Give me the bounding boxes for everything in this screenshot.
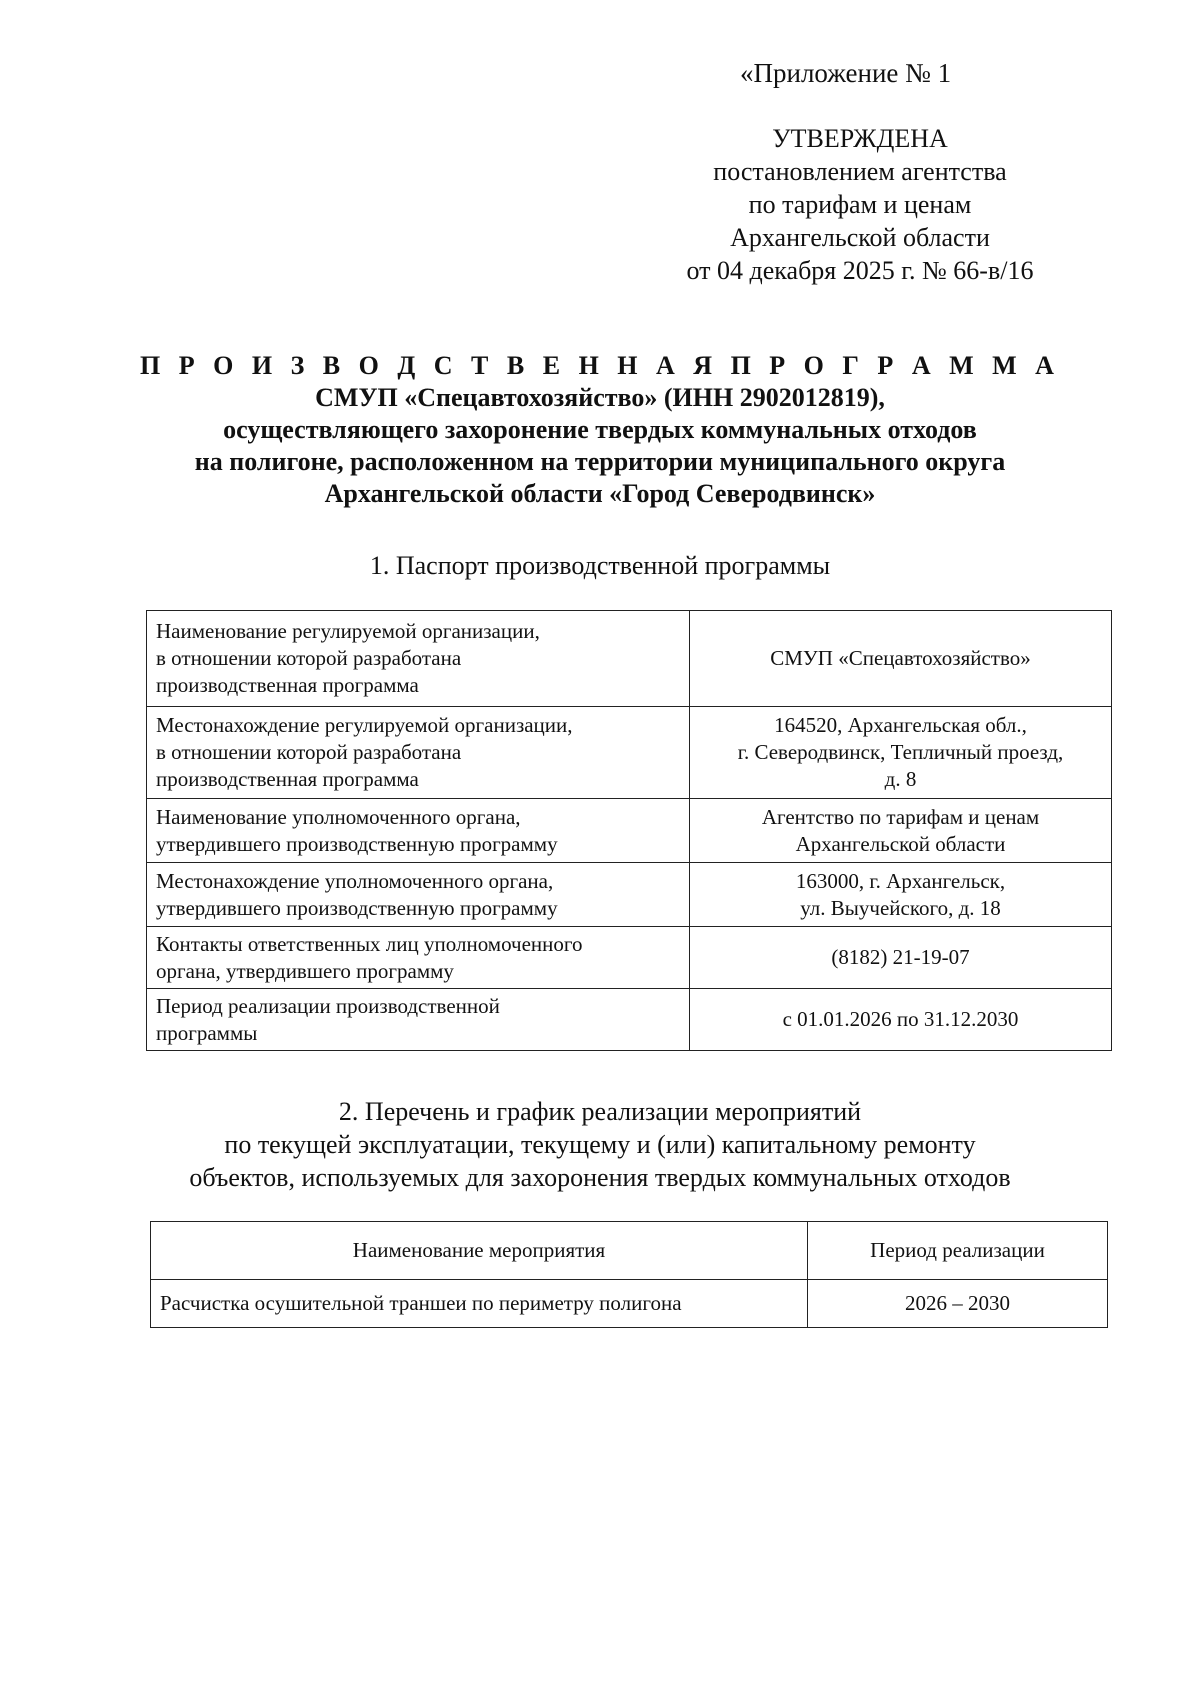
cell-line: органа, утвердившего программу: [156, 958, 454, 983]
event-name-cell: Расчистка осушительной траншеи по периметру полигона: [151, 1280, 808, 1328]
table-cell-value: [690, 989, 1112, 1051]
cell-line: Местонахождение регулируемой организации,: [156, 713, 573, 737]
cell-line: производственная программа: [156, 767, 419, 791]
table-row: [147, 707, 1112, 799]
table-cell-value: [690, 863, 1112, 927]
cell-line: Агентство по тарифам и ценам: [761, 804, 1040, 829]
program-heading: [100, 350, 1100, 510]
program-subtitle-line: осуществляющего захоронение твердых коммунальных отходов: [223, 415, 977, 444]
cell-line: Наименование регулируемой организации,: [156, 619, 540, 643]
table-cell-label: [147, 989, 690, 1051]
cell-line: утвердившего производственную программу: [156, 895, 558, 920]
cell-line: Местонахождение уполномоченного органа,: [156, 868, 554, 893]
approval-line: от 04 декабря 2025 г. № 66-в/16: [686, 256, 1034, 285]
table-row: [147, 799, 1112, 863]
table-row: [147, 863, 1112, 927]
table-cell-label: [147, 863, 690, 927]
section-2-title: [100, 1095, 1100, 1194]
program-subtitle-line: СМУП «Спецавтохозяйство» (ИНН 2902012819),: [315, 383, 885, 412]
cell-line: г. Северодвинск, Тепличный проезд,: [737, 740, 1064, 764]
section-2-title-line: по текущей эксплуатации, текущему и (или) капитальному ремонту: [224, 1130, 976, 1159]
cell-line: утвердившего производственную программу: [156, 831, 558, 856]
approval-line: по тарифам и ценам: [748, 190, 972, 219]
table-row: [147, 989, 1112, 1051]
cell-line: д. 8: [884, 767, 917, 791]
cell-line: Архангельской области: [795, 831, 1006, 856]
table-cell-value: [690, 707, 1112, 799]
cell-line: производственная программа: [156, 673, 419, 697]
table-cell-value: [690, 611, 1112, 707]
approval-line: постановлением агентства: [713, 157, 1007, 186]
cell-line: с 01.01.2026 по 31.12.2030: [782, 1007, 1019, 1031]
cell-line: программы: [156, 1020, 258, 1045]
section-2-title-line: объектов, используемых для захоронения твердых коммунальных отходов: [189, 1163, 1011, 1192]
table-cell-value: [690, 927, 1112, 989]
cell-line: в отношении которой разработана: [156, 740, 462, 764]
events-table: [150, 1221, 1108, 1328]
cell-line: Период реализации производственной: [156, 993, 500, 1018]
approval-line: Архангельской области: [730, 223, 990, 252]
table-cell-label: [147, 707, 690, 799]
table-cell-label: [147, 799, 690, 863]
cell-line: 164520, Архангельская обл.,: [774, 713, 1027, 737]
program-subtitle-line: Архангельской области «Город Северодвинск»: [324, 479, 876, 508]
approval-line: УТВЕРЖДЕНА: [772, 124, 948, 153]
cell-line: ул. Выучейского, д. 18: [800, 895, 1001, 920]
appendix-label: «Приложение № 1: [740, 58, 952, 88]
column-header-name: Наименование мероприятия: [151, 1222, 808, 1280]
cell-line: Контакты ответственных лиц уполномоченного: [156, 931, 583, 956]
passport-table: [146, 610, 1112, 1051]
event-period-cell: 2026 – 2030: [808, 1280, 1108, 1328]
table-cell-label: [147, 611, 690, 707]
section-1-title: 1. Паспорт производственной программы: [369, 551, 831, 580]
program-title: П Р О И З В О Д С Т В Е Н Н А Я П Р О Г Р А М М А: [140, 351, 1060, 380]
cell-line: в отношении которой разработана: [156, 646, 462, 670]
table-header-row: [151, 1222, 1108, 1280]
table-cell-value: [690, 799, 1112, 863]
approval-block: [640, 122, 1080, 287]
cell-line: (8182) 21-19-07: [831, 945, 970, 969]
table-row: [147, 927, 1112, 989]
table-row: [151, 1280, 1108, 1328]
column-header-period: Период реализации: [808, 1222, 1108, 1280]
table-cell-label: [147, 927, 690, 989]
section-2-title-line: 2. Перечень и график реализации мероприятий: [338, 1097, 862, 1126]
cell-line: Наименование уполномоченного органа,: [156, 804, 521, 829]
table-row: [147, 611, 1112, 707]
cell-line: СМУП «Спецавтохозяйство»: [770, 646, 1031, 670]
cell-line: 163000, г. Архангельск,: [795, 868, 1006, 893]
program-subtitle-line: на полигоне, расположенном на территории муниципального округа: [194, 447, 1006, 476]
